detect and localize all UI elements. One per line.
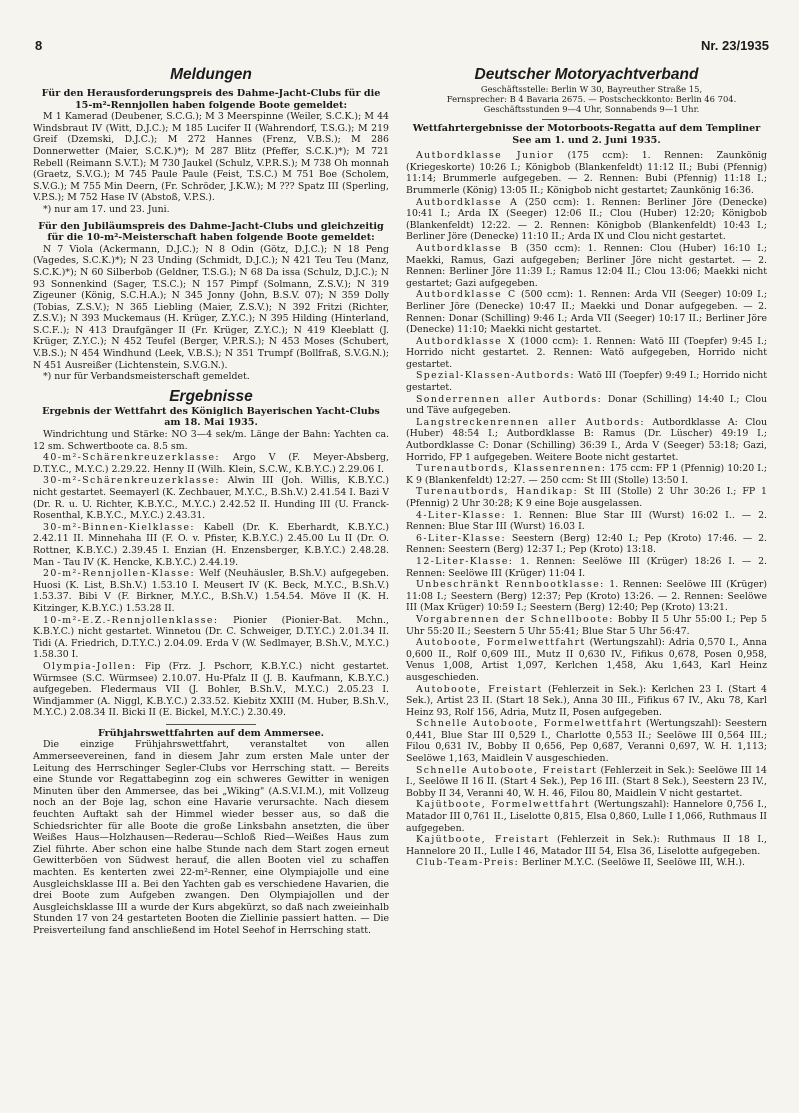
result-text: (250 ccm): 1. Rennen: Berliner Jöre (Denecke) 10:41 I.; Arda IX (Seeger) 12:06 II.; Clou (Huber) 12:20; Königbob (Blankenfeldt) 12:22. — 2. Rennen: Königbob (Blankenfeldt) 10:43 I.; Berliner Jöre (Denecke) 11:10 II.; Arda IX und Clou nicht gestartet. <box>406 196 767 243</box>
result-entry <box>406 533 767 556</box>
result-entry <box>406 289 767 335</box>
result-entry <box>406 556 767 579</box>
result-text: (350 ccm): 1. Rennen: Clou (Huber) 16:10 I.; Maekki, Ramus, Gazi aufgegeben; Berliner Jöre nicht gestartet. — 2. Rennen: Berliner Jöre 11:39 I.; Ramus 12:04 II.; Clou 13:06; Maekki nicht gestartet; Gazi aufgegeben. <box>406 242 767 289</box>
result-entry <box>406 463 767 486</box>
result-class-label: Autbordklasse B <box>416 242 519 254</box>
result-class-label: Schnelle Autoboote, Freistart <box>416 764 598 776</box>
result-text: Bobby II 5 Uhr 55:00 I.; Pep 5 Uhr 55:20 II.; Seestern 5 Uhr 55:41; Blue Star 5 Uhr 56:47. <box>406 613 767 637</box>
result-entry <box>406 336 767 371</box>
result-class-label: Turenautbords, Klassenrennen: <box>416 463 607 475</box>
ammersee-report: Die einzige Frühjahrswettfahrt, veranstaltet von allen Ammerseevereinen, fand in diesem Jahr zum ersten Male unter der Leitung des Herrschinger Segler-Clubs vor Herrsching statt. — Bereits eine Stunde vor Regattabeginn zog ein schweres Gewitter in wenigen Minuten über den Ammersee, das bei „Wiking" (A.S.V.I.M.), mit Vollzeug noch an der Boje lag, schon eine Havarie verursachte. Nach diesem feuchten Auftakt sah der Himmel wieder besser aus, so daß die Schiedsrichter für alle Boote die große Linksbahn ansetzten, die über Weißes Haus—Holzhausen—Rederau—Schloß Ried—Weißes Haus zum Ziel führte. Aber schon eine halbe Stunde nach dem Start zogen erneut Gewitterböen von Südwest herauf, die allen Booten viel zu schaffen machten. Es kenterten zwei 22-m²-Renner, eine Olympiajolle und eine Ausgleichsklasse III a. Bei den Yachten gab es verschiedene Havarien, die drei Boote zum Aufgeben zwangen. Den Olympiajollen und der Ausgleichsklasse III a wurde der Kurs abgekürzt, so daß nach zweieinhalb Stunden 17 von 24 gestarteten Booten die Ziellinie passiert hatten. — Die Preisverteilung fand anschließend im Hotel Seehof in Herrsching statt. <box>33 739 389 936</box>
result-entry <box>406 417 767 463</box>
result-text: Watö III (Toepfer) 9:49 I.; Horrido nicht gestartet. <box>406 370 767 394</box>
result-entry <box>33 661 389 719</box>
result-entry <box>406 799 767 834</box>
result-entry <box>406 510 767 533</box>
result-class-label: Langstreckenrennen aller Autbords: <box>416 416 645 428</box>
result-text: Welf (Neuhäusler, B.Sh.V.) aufgegeben. Huosi (K. List, B.Sh.V.) 1.53.10 I. Meusert IV (K. Beck, M.Y.C., B.Sh.V.) 1.53.37. Bibi V (F. Birkner, M.Y.C., B.Sh.V.) 1.54.54. Möve II (K. H. Kitzinger, K.B.Y.C.) 1.53.28 II. <box>33 568 389 614</box>
jubilaeum-entry-note: *) nur für Verbandsmeisterschaft gemeldet. <box>43 371 250 383</box>
result-text: Berliner M.Y.C. (Seelöwe II, Seelöwe III, W.H.). <box>519 857 746 869</box>
result-class-label: 4-Liter-Klasse: <box>416 509 507 521</box>
result-entry <box>406 834 767 857</box>
result-entry <box>406 579 767 614</box>
result-text: Argo V (F. Meyer-Absberg, D.T.Y.C., M.Y.C.) 2.29.22. Henny II (Wilh. Klein, S.C.W., K.B.Y.C.) 2.29.06 I. <box>33 452 389 475</box>
result-entry <box>406 197 767 243</box>
result-entry <box>33 568 389 614</box>
result-entry <box>406 150 767 196</box>
section-divider <box>166 724 256 725</box>
meldungen-heading: Meldungen <box>170 66 252 83</box>
result-text: St III (Stolle) 2 Uhr 30:26 I.; FP 1 (Pfennig) 2 Uhr 30:28; K 9 eine Boje ausgelassen. <box>406 486 767 509</box>
result-class-label: Spezial-Klassen-Autbords: <box>416 370 575 382</box>
result-text: Donar (Schilling) 14:40 I.; Clou und Täve aufgegeben. <box>406 393 767 417</box>
result-text: 1. Rennen: Seelöwe III (Krüger) 11:08 I.; Seestern (Berg) 12:37; Pep (Kroto) 13:26. — 2. Rennen: Seelöwe III (Max Krüger) 10:59 I.; Seestern (Berg) 12:40; Pep (Kroto) 13:21. <box>406 579 767 614</box>
page-number: 8 <box>35 38 43 53</box>
result-entry <box>406 765 767 800</box>
result-text: Pionier (Pionier-Bat. Mchn., K.B.Y.C.) nicht gestartet. Winnetou (Dr. C. Schweiger, D.T.Y.C.) 2.01.34 II. Tidi (A. Friedrich, D.T.Y.C.) 2.04.09. Erda V (W. Sedlmayer, B.Sh.V., M.Y.C.) 1.58.30 I. <box>33 614 389 661</box>
result-class-label: 30-m²-Schärenkreuzerklasse: <box>43 475 220 487</box>
result-text: Kabell (Dr. K. Eberhardt, K.B.Y.C.) 2.42.11 II. Minnehaha III (F. O. v. Pfister, K.B.Y.C.) 2.45.00 Lu II (Dr. O. Rottner, K.B.Y.C.) 2.39.45 I. Enzian (H. Enzensberger, K.B.Y.C.) 2.48.28. Man - Tau IV (K. Hencke, K.B.Y.C.) 2.44.19. <box>33 521 389 568</box>
result-text: Autbordklasse A: Clou (Huber) 48:54 I.; Autbordklasse B: Ramus (Dr. Lüscher) 49:19 I.; Autbordklasse C: Donar (Schilling) 36:39 I., Arda V (Seeger) 53:18; Gazi, Horrido, FP 1 aufgegeben. Weitere Boote nicht gestartet. <box>406 416 767 463</box>
result-text: (500 ccm): 1. Rennen: Arda VII (Seeger) 10:09 I.; Berliner Jöre (Denecke) 10:47 II.; Maekki und Donar aufgegeben. — 2. Rennen: Donar (Schilling) 9:46 I.; Arda VII (Seeger) 10:17 II.; Berliner Jöre (Denecke) 11:10; Maekki nicht gestartet. <box>406 289 767 336</box>
sailing-results <box>33 452 389 719</box>
result-entry <box>33 475 389 521</box>
result-entry <box>406 486 767 509</box>
result-class-label: Autbordklasse Junior <box>416 150 555 162</box>
result-class-label: Autbordklasse X <box>416 335 517 347</box>
result-class-label: Schnelle Autoboote, Formelwettfahrt <box>416 718 643 730</box>
result-class-label: Kajütboote, Formelwettfahrt <box>416 799 591 811</box>
result-class-label: 10-m²-E.Z.-Rennjollenklasse: <box>43 614 219 626</box>
result-entry <box>406 243 767 289</box>
result-class-label: Autbordklasse A <box>416 196 519 208</box>
result-class-label: 30-m²-Binnen-Kielklasse: <box>43 521 195 533</box>
section-divider <box>542 119 632 120</box>
result-class-label: Kajütboote, Freistart <box>416 834 550 846</box>
ergebnisse-subheading: Ergebnis der Wettfahrt des Königlich Bayerischen Yacht-Clubs am 18. Mai 1935. <box>42 405 380 429</box>
dmyv-address: Geschäftsstelle: Berlin W 30, Bayreuther Straße 15, <box>480 84 703 94</box>
result-entry <box>406 370 767 393</box>
result-text: (Wertungszahl): Hannelore 0,756 I., Matador III 0,761 II., Liselotte 0,815, Elsa 0,860, Lulle I 1,066, Ruthmaus II aufgegeben. <box>406 799 767 834</box>
result-entry <box>406 684 767 719</box>
result-entry <box>33 615 389 661</box>
result-text: Alwin III (Joh. Willis, K.B.Y.C.) nicht gestartet. Seemayerl (K. Zechbauer, M.Y.C., B.Sh.V.) 2.41.54 I. Bazi V (Dr. R. u. U. Richter, K.B.Y.C., M.Y.C.) 2.42.52 II. Hunding III (U. Franck-Rosenthal, K.B.Y.C., M.Y.C.) 2.43.31. <box>33 475 389 522</box>
dahme-entry-list: M 1 Kamerad (Deubener, S.C.G.); M 3 Meerspinne (Weiler, S.C.K.); M 44 Windsbraut IV (Witt, D.J.C.); M 185 Lucifer II (Wahrendorf, T.S.G.); M 219 Greif (Dzemski, D.J.C.); M 272 Hannes (Frenz, V.B.S.); M 286 Donnerwetter (Maier, S.C.K.)*); M 287 Blitz (Pfeffer, S.C.K.)*); M 721 Rebell (Reimann S.V.T.); M 730 Jaukel (Schulz, V.P.R.S.); M 738 Oh monnah (Graetz, S.V.G.); M 745 Paule Paule (Feist, T.S.C.) M 751 Boe (Scholem, S.V.G.); M 755 Min Deern, (Fr. Schröder, J.K.W.); M ??? Spatz III (Sperling, V.P.S.); M 752 Hase IV (Abstoß, V.P.S.). <box>33 111 389 204</box>
result-entry <box>406 614 767 637</box>
result-class-label: Turenautbords, Handikap: <box>416 486 579 498</box>
race-conditions: Windrichtung und Stärke: NO 3—4 sek/m. Länge der Bahn: Yachten ca. 12 sm. Schwertboote ca. 8.5 sm. <box>33 429 389 452</box>
result-text: (Fehlerzeit in Sek.): Kerlchen 23 I. (Start 4 Sek.), Artist 23 II. (Start 18 Sek.), Anna 30 III., Fifikus 67 IV., Aku 78, Karl Heinz 93, Rolf 156, Adria, Mutz II, Posen aufgegeben. <box>406 683 767 718</box>
result-text: Fip (Frz. J. Pschorr, K.B.Y.C.) nicht gestartet. Würmsee (S.C. Würmsee) 2.10.07. Hu-Pfalz II (J. B. Kaufmann, K.B.Y.C.) aufgegeben. Fledermaus VII (J. Bohler, B.Sh.V., M.Y.C.) 2.05.23 I. Windjammer (A. Niggl, K.B.Y.C.) 2.33.52. Kiebitz XXIII (M. Huber, B.Sh.V., M.Y.C.) 2.08.34 II. Bicki II (E. Bickel, M.Y.C.) 2.30.49. <box>33 660 389 719</box>
result-text: (175 ccm): 1. Rennen: Zaunkönig (Kriegeskorte) 10:26 I.; Königbob (Blankenfeldt) 11:12 II.; Bubi (Pfennig) 11:14; Brummerle aufgegeben. — 2. Rennen: Bubi (Pfennig) 11:18 I.; Brummerle (König) 13:05 II.; Königbob nicht gestartet; Zaunkönig 16:36. <box>406 150 767 196</box>
result-entry <box>406 857 767 869</box>
result-class-label: Sonderrennen aller Autbords: <box>416 393 603 405</box>
right-column <box>406 66 767 869</box>
left-column <box>33 66 389 937</box>
result-entry <box>33 452 389 475</box>
dahme-entry-note: *) nur am 17. und 23. Juni. <box>43 203 170 215</box>
result-text: Seestern (Berg) 12:40 I.; Pep (Kroto) 17:46. — 2. Rennen: Seestern (Berg) 12:37 I.; Pep (Kroto) 13:18. <box>406 532 767 556</box>
jubilaeum-entry-list: N 7 Viola (Ackermann, D.J.C.); N 8 Odin (Götz, D.J.C.); N 18 Peng (Vagedes, S.C.K.)*); N 23 Unding (Schmidt, D.J.C.); N 421 Teu Teu (Manz, S.C.K.)*); N 60 Silberbob (Geldner, T.S.G.); N 68 Da issa (Schulz, D.J.C.); N 93 Sonnenkind (Sager, T.S.C.); N 157 Pimpf (Solmann, Z.S.V.); N 319 Zigeuner (König, S.C.H.A.); N 345 Jonny (John, B.S.V. 07); N 359 Dolly (Tobias, Z.S.V.); N 365 Liebling (Maier, Z.S.V.); N 392 Fritzi (Richter, Z.S.V.); N 393 Muckemaus (H. Krüger, Z.Y.C.); N 395 Hilding (Hinterland, S.C.F..); N 413 Draufgänger II (Fr. Krüger, Z.Y.C.); N 419 Kleeblatt (J. Krüger, Z.Y.C.); N 452 Teufel (Berger, V.P.R.S.); N 453 Moses (Schubert, V.B.S.); N 454 Windhund (Leek, V.B.S.); N 351 Trumpf (Bollfraß, S.V.G.N.); N 451 Ausreißer (Lichtenstein, S.V.G.N.). <box>33 243 389 371</box>
issue-number: Nr. 23/1935 <box>701 38 769 53</box>
result-text: 1. Rennen: Blue Star III (Wurst) 16:02 I.. — 2. Rennen: Blue Star III (Wurst) 16.03 I. <box>406 509 767 533</box>
result-class-label: Autbordklasse C <box>416 289 517 301</box>
result-class-label: Olympia-Jollen: <box>43 660 137 672</box>
result-class-label: Club-Team-Preis: <box>416 857 520 869</box>
result-text: (Fehlerzeit in Sek.): Seelöwe III 14 I., Seelöwe II 16 II. (Start 4 Sek.), Pep 16 III. (Start 8 Sek.), Seestern 23 IV., Bobby II 34, Veranni 40, W. H. 46, Filou 80, Maidlein V nicht gestartet. <box>406 764 767 799</box>
ammersee-heading: Frühjahrswettfahrten auf dem Ammersee. <box>97 727 325 739</box>
result-text: (Wertungszahl): Adria 0,570 I., Anna 0,600 II., Rolf 0,609 III., Mutz II 0,630 IV., Fifikus 0,678, Posen 0,958, Venus 1,008, Artist 1,097, Kerlchen 1,458, Aku 1,643, Karl Heinz ausgeschieden. <box>406 637 767 683</box>
dmyv-hours: Geschäftsstunden 9—4 Uhr, Sonnabends 9—1 Uhr. <box>483 104 700 114</box>
result-text: (1000 ccm): 1. Rennen: Watö III (Toepfer) 9:45 I.; Horrido nicht gestartet. 2. Rennen: Watö aufgegeben, Horrido nicht gestartet. <box>406 335 767 370</box>
result-class-label: Autoboote, Formelwettfahrt <box>416 637 586 649</box>
result-class-label: Autoboote, Freistart <box>416 683 543 695</box>
jubilaeum-entry-heading: Für den Jubiläumspreis des Dahme-Jacht-Clubs und gleichzeitig für die 10-m²-Meisterschaft haben folgende Boote gemeldet: <box>38 220 384 244</box>
result-class-label: 12-Liter-Klasse: <box>416 555 514 567</box>
dahme-entry-heading: Für den Herausforderungspreis des Dahme-Jacht-Clubs für die 15-m²-Rennjollen haben folgende Boote gemeldet: <box>41 88 381 111</box>
result-class-label: 6-Liter-Klasse: <box>416 532 507 544</box>
result-text: (Wertungszahl): Seestern 0,441, Blue Star III 0,529 I., Charlotte 0,553 II.; Seelöwe III 0,564 III.; Filou 0,631 IV., Bobby II 0,656, Pep 0,687, Veranni 0,697, W. H. 1,113; Seelöwe 1,163, Maidlein V ausgeschieden. <box>406 718 767 765</box>
result-class-label: Unbeschränkt Rennbootklasse: <box>416 579 605 591</box>
result-text: 175 ccm: FP 1 (Pfennig) 10:20 I.; K 9 (Blankenfeldt) 12:27. — 250 ccm: St III (Stolle) 13:50 I. <box>406 463 767 486</box>
ergebnisse-heading: Ergebnisse <box>169 387 253 405</box>
dmyv-heading: Deutscher Motoryachtverband <box>474 66 699 83</box>
result-entry <box>406 718 767 764</box>
result-class-label: 20-m²-Rennjollen-Klasse: <box>43 568 196 580</box>
regatta-results-heading: Wettfahrtergebnisse der Motorboots-Regatta auf dem Templiner See am 1. und 2. Juni 1935. <box>412 123 761 146</box>
result-entry <box>33 522 389 568</box>
result-class-label: Vorgabrennen der Schnellboote: <box>416 613 614 625</box>
result-entry <box>406 394 767 417</box>
motorboat-results <box>406 150 767 869</box>
result-entry <box>406 637 767 683</box>
dmyv-phone: Fernsprecher: B 4 Bavaria 2675. — Postscheckkonto: Berlin 46 704. <box>446 94 737 104</box>
result-text: (Fehlerzeit in Sek.): Ruthmaus II 18 I., Hannelore 20 II., Lulle I 46, Matador III 54, Elsa 36, Liselotte aufgegeben. <box>406 834 767 857</box>
result-text: 1. Rennen: Seelöwe III (Krüger) 18:26 I. — 2. Rennen: Seelöwe III (Krüger) 11:04 I. <box>406 555 767 579</box>
result-class-label: 40-m²-Schärenkreuzerklasse: <box>43 452 220 464</box>
